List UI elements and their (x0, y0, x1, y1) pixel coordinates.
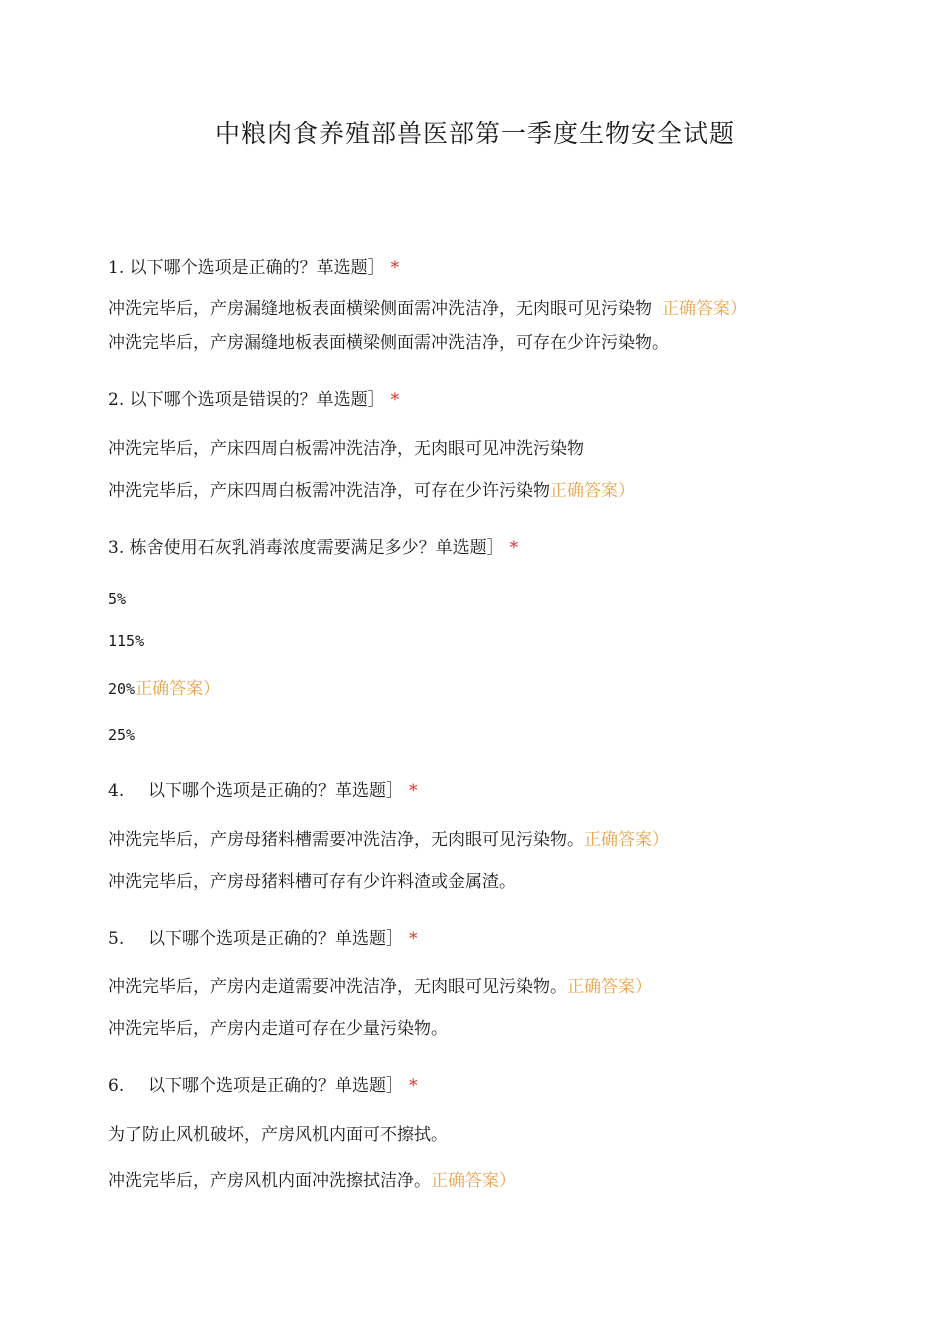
option-text: 冲洗完毕后，产床四周白板需冲洗洁净，可存在少许污染物 (108, 481, 550, 501)
required-star: * (509, 538, 519, 558)
option-5-1 (108, 975, 652, 999)
option-6-1 (108, 1123, 448, 1147)
option-text: 冲洗完毕后，产房漏缝地板表面横梁侧面需冲洗洁净，无肉眼可见污染物 (108, 299, 652, 319)
option-text: 115% (108, 632, 145, 650)
question-2 (108, 388, 399, 412)
page-title: 中粮肉食养殖部兽医部第一季度生物安全试题 (214, 119, 735, 148)
option-2-2 (108, 479, 635, 503)
question-6 (108, 1074, 418, 1098)
option-4-2 (108, 870, 516, 894)
option-5-2 (108, 1017, 448, 1041)
question-1 (108, 256, 399, 280)
option-text: 25% (108, 726, 136, 744)
option-3-2 (108, 629, 144, 653)
required-star: * (409, 781, 418, 801)
required-star: * (409, 1076, 418, 1096)
option-text: 20% (108, 680, 136, 698)
question-5 (108, 927, 418, 951)
question-text: 栋舍使用石灰乳消毒浓度需要满足多少？单选题］ (129, 538, 504, 558)
question-text: 以下哪个选项是正确的？革选题］ (148, 781, 403, 801)
question-number: 2. (108, 390, 125, 410)
correct-answer-label: 正确答案） (662, 299, 747, 319)
correct-answer-label: 正确答案） (431, 1171, 516, 1191)
correct-answer-label: 正确答案） (584, 830, 669, 850)
question-text: 以下哪个选项是正确的？单选题］ (148, 929, 403, 949)
option-text: 5% (108, 590, 127, 608)
option-3-3 (108, 677, 220, 701)
option-text: 冲洗完毕后，产床四周白板需冲洗洁净，无肉眼可见冲洗污染物 (108, 439, 584, 459)
option-text: 冲洗完毕后，产房母猪料槽需要冲洗洁净，无肉眼可见污染物。 (108, 830, 584, 850)
question-3 (108, 536, 518, 560)
option-6-2 (108, 1169, 516, 1193)
question-text: 以下哪个选项是正确的？革选题］ (129, 258, 385, 278)
option-3-1 (108, 587, 126, 611)
question-number: 3. (108, 538, 125, 558)
option-text: 冲洗完毕后，产房母猪料槽可存有少许料渣或金属渣。 (108, 872, 516, 892)
option-text: 冲洗完毕后，产房内走道需要冲洗洁净，无肉眼可见污染物。 (108, 977, 567, 997)
option-4-1 (108, 828, 669, 852)
question-text: 以下哪个选项是正确的？单选题］ (148, 1076, 403, 1096)
required-star: * (390, 390, 400, 410)
required-star: * (390, 258, 400, 278)
option-text: 冲洗完毕后，产房内走道可存在少量污染物。 (108, 1019, 448, 1039)
option-text: 冲洗完毕后，产房漏缝地板表面横梁侧面需冲洗洁净，可存在少许污染物。 (108, 333, 669, 353)
correct-answer-label: 正确答案） (567, 977, 652, 997)
question-number: 1. (108, 258, 125, 278)
question-number: 6. (108, 1076, 125, 1096)
option-text: 为了防止风机破坏，产房风机内面可不擦拭。 (108, 1125, 448, 1145)
required-star: * (409, 929, 418, 949)
question-4 (108, 779, 418, 803)
option-text: 冲洗完毕后，产房风机内面冲洗擦拭洁净。 (108, 1171, 431, 1191)
correct-answer-label: 正确答案） (135, 679, 221, 699)
correct-answer-label: 正确答案） (550, 481, 635, 501)
option-1-2 (108, 331, 669, 355)
option-3-4 (108, 723, 135, 747)
question-number: 4. (108, 781, 125, 801)
option-1-1 (108, 297, 747, 321)
option-2-1 (108, 437, 584, 461)
question-number: 5. (108, 929, 125, 949)
question-text: 以下哪个选项是错误的？单选题］ (129, 390, 385, 410)
